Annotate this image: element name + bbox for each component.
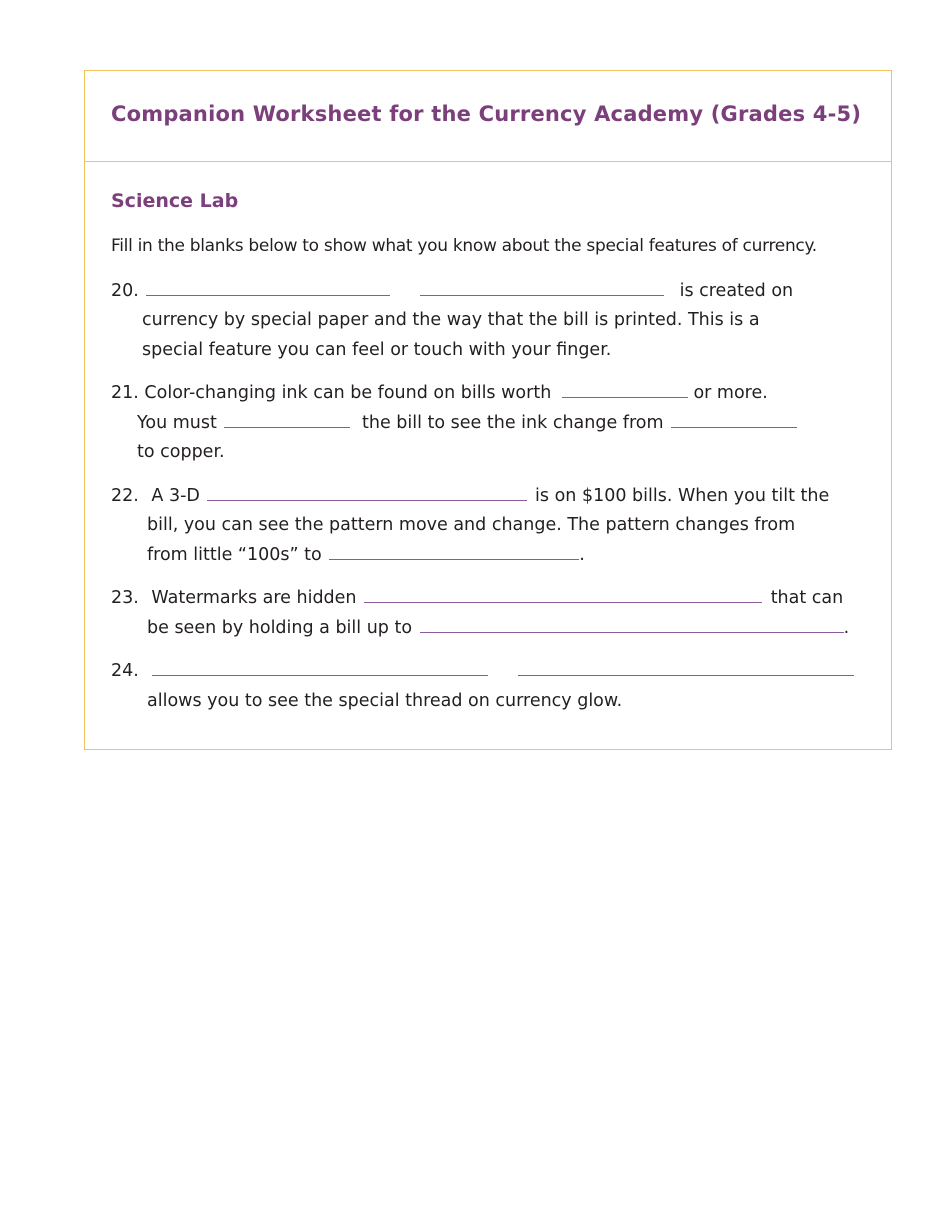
question-24-line-2: allows you to see the special thread on currency glow.	[147, 691, 623, 711]
question-21-line-3: to copper.	[137, 442, 225, 462]
question-text: .	[843, 618, 850, 638]
instructions: Fill in the blanks below to show what you know about the special features of currency.	[111, 236, 817, 256]
question-23-line-2	[147, 617, 849, 639]
answer-blank[interactable]	[364, 588, 762, 603]
question-text: A 3-D	[151, 486, 200, 506]
question-20-line-3: special feature you can feel or touch with your finger.	[142, 340, 612, 360]
question-20-line-2: currency by special paper and the way that the bill is printed. This is a	[142, 310, 760, 330]
question-text: is on $100 bills. When you tilt the	[535, 486, 830, 506]
question-text: from little “100s” to	[147, 545, 322, 565]
answer-blank[interactable]	[224, 413, 350, 428]
question-text: Watermarks are hidden	[151, 588, 357, 608]
question-text: Color-changing ink can be found on bills worth	[144, 383, 552, 403]
question-text: be seen by holding a bill up to	[147, 618, 413, 638]
question-number: 23.	[111, 588, 139, 608]
answer-blank[interactable]	[146, 281, 390, 296]
question-22-line-2: bill, you can see the pattern move and change. The pattern changes from	[147, 515, 796, 535]
question-text: is created on	[679, 281, 794, 301]
answer-blank[interactable]	[420, 281, 664, 296]
question-text: .	[579, 545, 585, 565]
question-21-line-2	[137, 412, 797, 434]
answer-blank[interactable]	[207, 486, 527, 501]
question-20-line-1	[111, 280, 793, 302]
question-24-line-1	[111, 660, 854, 682]
question-text: or more.	[693, 383, 768, 403]
question-text: You must	[137, 413, 217, 433]
answer-blank[interactable]	[562, 383, 688, 398]
answer-blank[interactable]	[671, 413, 797, 428]
question-number: 20.	[111, 281, 139, 301]
worksheet-title: Companion Worksheet for the Currency Academy (Grades 4-5)	[111, 102, 862, 126]
question-number: 21.	[111, 383, 139, 403]
question-23-line-1	[111, 587, 843, 609]
section-title: Science Lab	[111, 190, 239, 212]
answer-blank[interactable]	[329, 545, 579, 560]
question-number: 22.	[111, 486, 139, 506]
worksheet-card	[84, 70, 892, 750]
answer-blank[interactable]	[152, 661, 488, 676]
question-22-line-3	[147, 544, 585, 566]
worksheet-header	[85, 71, 891, 162]
question-21-line-1	[111, 382, 768, 404]
answer-blank[interactable]	[518, 661, 854, 676]
question-text: the bill to see the ink change from	[362, 413, 664, 433]
question-text: that can	[770, 588, 844, 608]
question-22-line-1	[111, 485, 829, 507]
answer-blank[interactable]	[420, 618, 844, 633]
question-number: 24.	[111, 661, 139, 681]
